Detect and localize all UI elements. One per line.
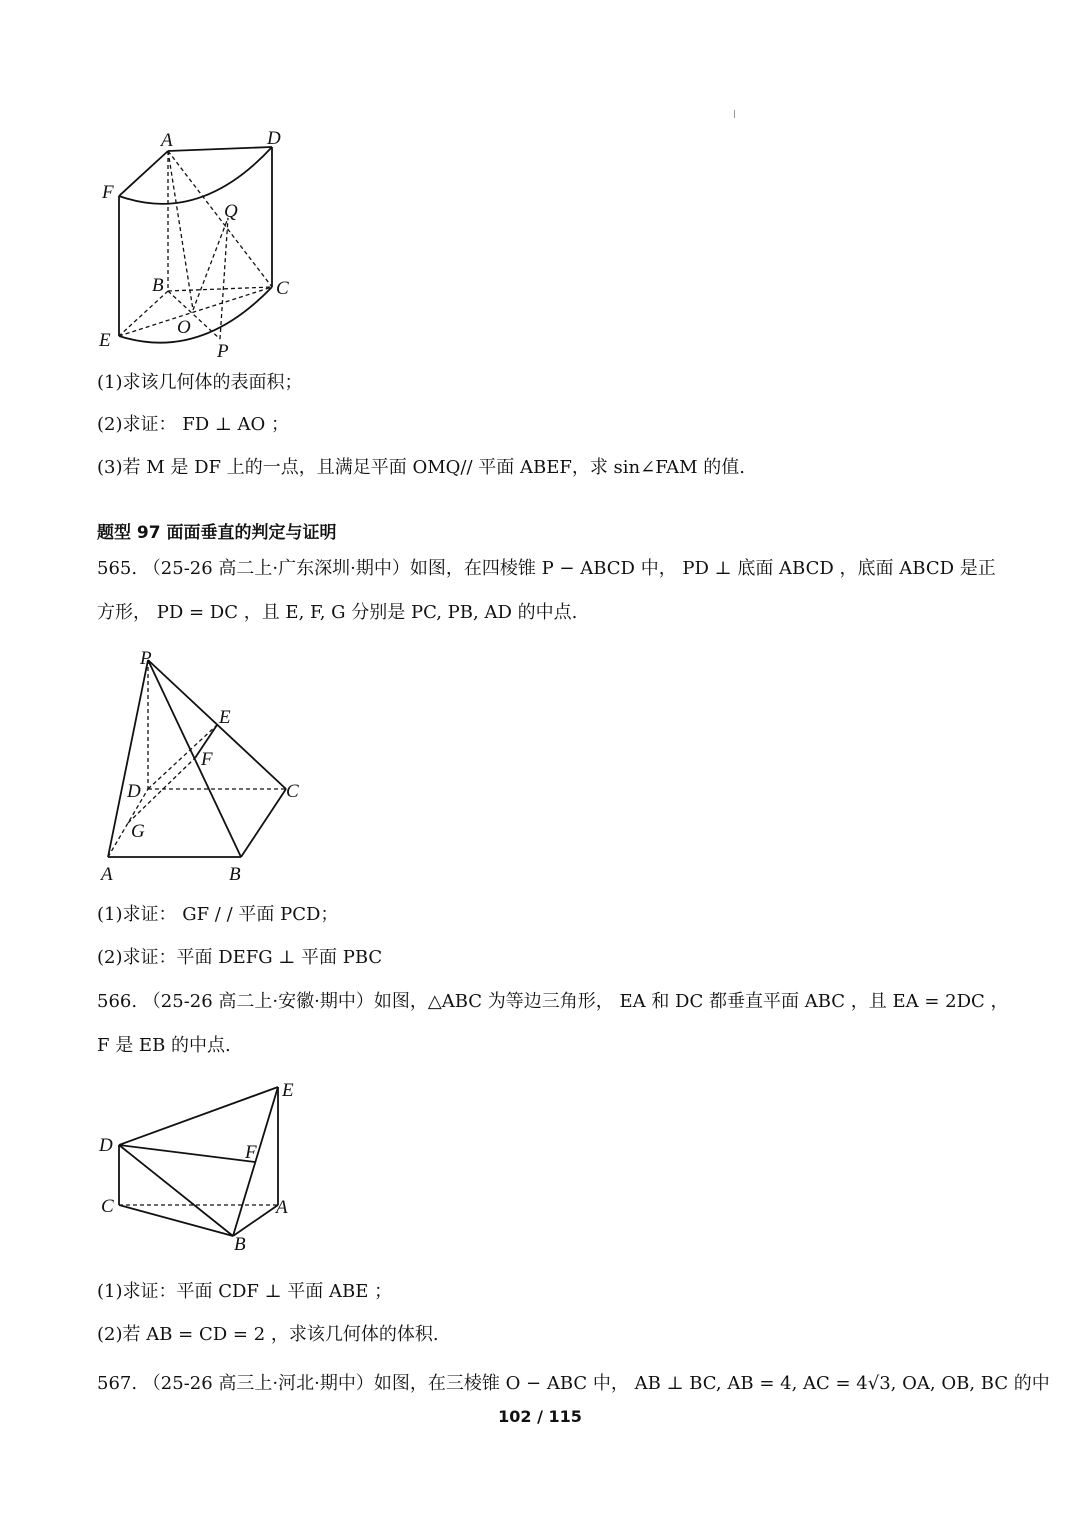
label-C: C (101, 1196, 114, 1217)
label-F: F (102, 182, 114, 203)
label-D: D (99, 1135, 113, 1156)
label-G: G (131, 821, 145, 842)
q565-part-2: (2)求证：平面 DEFG ⊥ 平面 PBC (97, 947, 383, 968)
label-E: E (282, 1080, 294, 1101)
label-A: A (276, 1197, 288, 1218)
label-D: D (127, 781, 141, 802)
label-B: B (152, 275, 164, 296)
label-E: E (219, 707, 231, 728)
label-Q: Q (224, 201, 238, 222)
prev-part-1: (1)求该几何体的表面积； (97, 372, 303, 393)
section-title: 题型 97 面面垂直的判定与证明 (97, 523, 337, 543)
page-number: 102 / 115 (498, 1407, 582, 1426)
label-B: B (234, 1234, 246, 1255)
label-E: E (99, 330, 111, 351)
label-P: P (217, 341, 229, 362)
q566-line-1: 566. （25-26 高二上·安徽·期中）如图，△ABC 为等边三角形， EA 和 DC 都垂直平面 ABC ，且 EA = 2DC ， (97, 991, 1009, 1012)
label-F: F (245, 1142, 257, 1163)
label-C: C (276, 278, 289, 299)
q567-line-1: 567. （25-26 高三上·河北·期中）如图，在三棱锥 O − ABC 中， AB ⊥ BC, AB = 4, AC = 4√3, OA, OB, BC 的中 (97, 1373, 1050, 1394)
q566-part-1: (1)求证：平面 CDF ⊥ 平面 ABE ； (97, 1281, 393, 1302)
q565-line-1: 565. （25-26 高二上·广东深圳·期中）如图，在四棱锥 P − ABCD 中， PD ⊥ 底面 ABCD ，底面 ABCD 是正 (97, 558, 996, 579)
prev-part-3: (3)若 M 是 DF 上的一点，且满足平面 OMQ// 平面 ABEF，求 sin∠FAM 的值. (97, 457, 746, 478)
label-O: O (177, 317, 191, 338)
q566-line-2: F 是 EB 的中点. (97, 1035, 231, 1056)
prev-part-2: (2)求证： FD ⊥ AO ； (97, 414, 289, 435)
label-P: P (140, 648, 152, 669)
label-D: D (267, 128, 281, 149)
q565-line-2: 方形， PD = DC ，且 E, F, G 分别是 PC, PB, AD 的中点. (97, 602, 578, 623)
label-A: A (101, 864, 113, 885)
figure-prism (95, 1075, 305, 1255)
label-F: F (201, 749, 213, 770)
scan-mark (734, 110, 735, 118)
label-C: C (286, 781, 299, 802)
q565-part-1: (1)求证： GF / / 平面 PCD； (97, 904, 339, 925)
label-A: A (161, 130, 173, 151)
q566-part-2: (2)若 AB = CD = 2 ，求该几何体的体积. (97, 1324, 439, 1345)
figure-pyramid (95, 640, 315, 890)
figure-cylinder-segment (90, 120, 310, 365)
label-B: B (229, 864, 241, 885)
